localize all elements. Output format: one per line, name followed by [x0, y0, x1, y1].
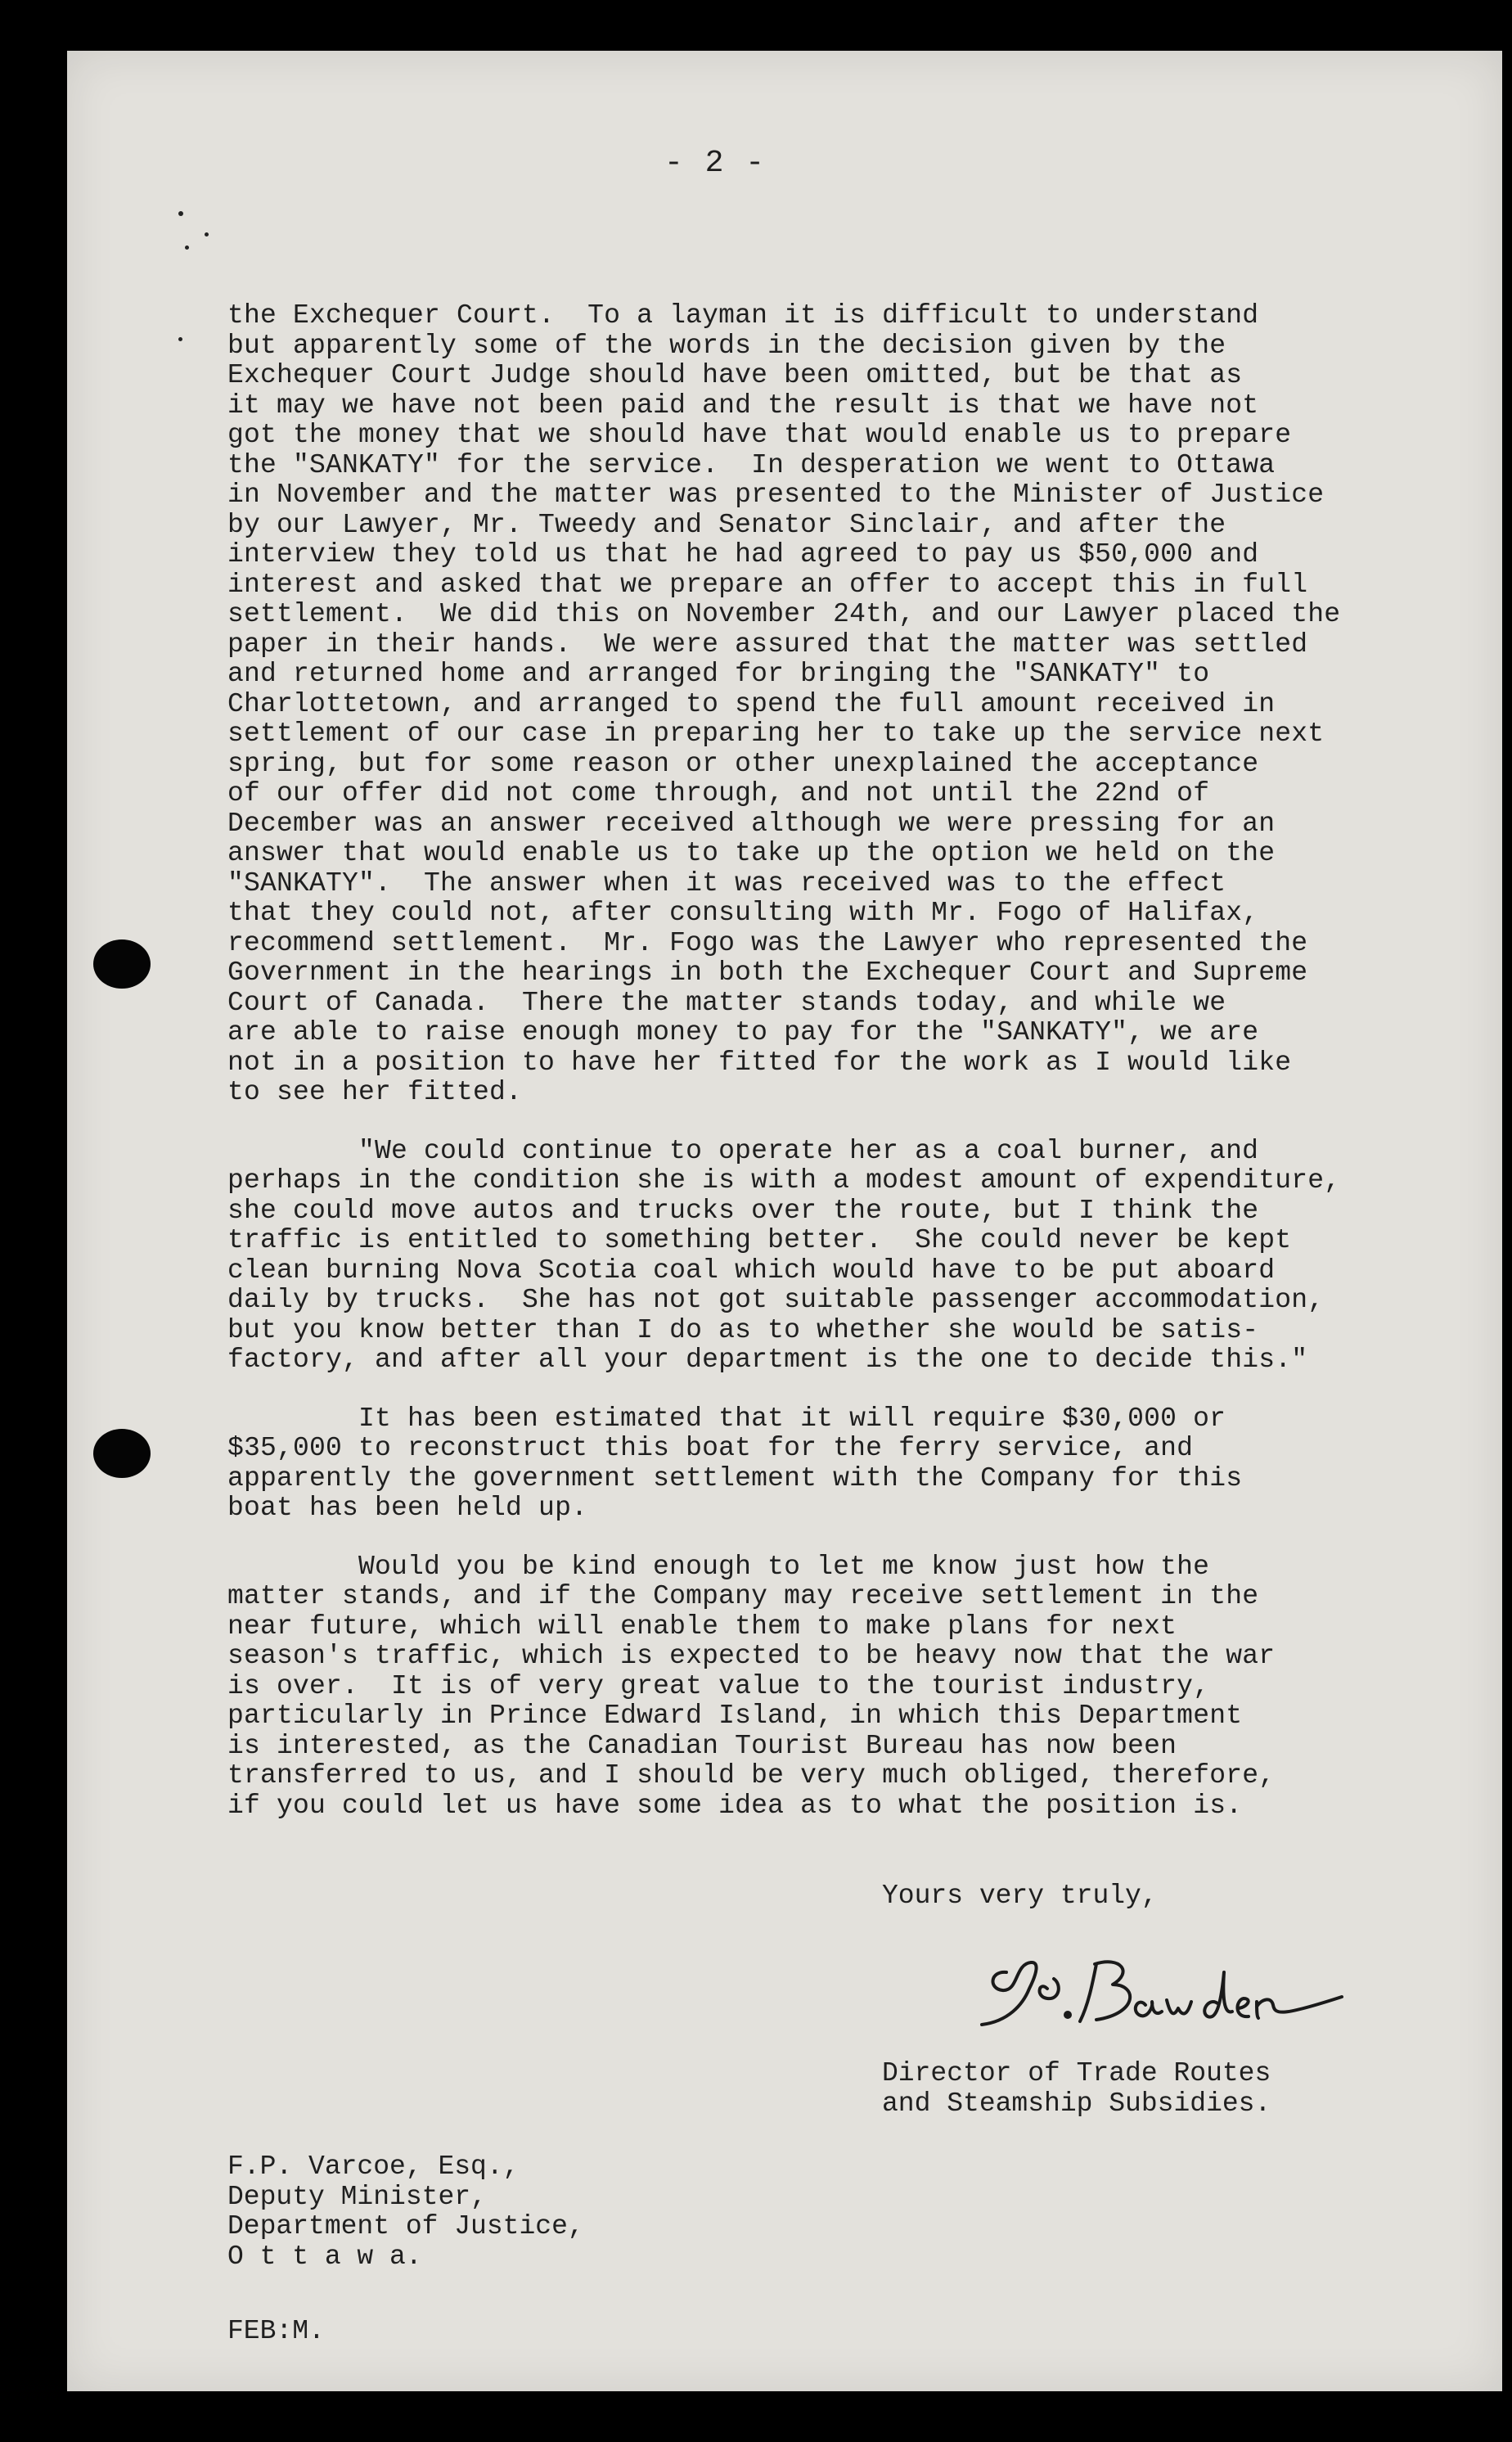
body-line: by our Lawyer, Mr. Tweedy and Senator Sinclair, and after the — [227, 509, 1226, 540]
body-line: if you could let us have some idea as to what the position is. — [227, 1790, 1243, 1821]
body-line: in November and the matter was presented to the Minister of Justice — [227, 480, 1325, 510]
body-line: daily by trucks. She has not got suitable passenger accommodation, — [227, 1285, 1325, 1315]
body-paragraph — [227, 1404, 1455, 1524]
reference-initials: FEB:M. — [227, 2316, 325, 2346]
body-line: it may we have not been paid and the result is that we have not — [227, 390, 1259, 421]
punch-hole — [93, 939, 151, 989]
punch-hole — [93, 1429, 151, 1478]
body-line: and returned home and arranged for bringing the "SANKATY" to — [227, 659, 1210, 689]
body-line: Would you be kind enough to let me know just how the — [358, 1551, 1210, 1582]
body-line: but you know better than I do as to whether she would be satis- — [227, 1314, 1259, 1345]
addressee-line: F.P. Varcoe, Esq., — [227, 2151, 520, 2182]
body-line: the "SANKATY" for the service. In desperation we went to Ottawa — [227, 449, 1276, 480]
body-line: answer that would enable us to take up the option we held on the — [227, 838, 1276, 868]
body-paragraph — [227, 1552, 1455, 1822]
body-line: particularly in Prince Edward Island, in which this Department — [227, 1701, 1243, 1731]
body-line: "SANKATY". The answer when it was received was to the effect — [227, 867, 1226, 899]
body-line: clean burning Nova Scotia coal which would have to be put aboard — [227, 1255, 1276, 1286]
body-line: Exchequer Court Judge should have been omitted, but be that as — [227, 360, 1243, 390]
body-line: that they could not, after consulting with Mr. Fogo of Halifax, — [227, 898, 1259, 928]
body-line: factory, and after all your department is the one to decide this." — [227, 1345, 1308, 1375]
body-line: settlement. We did this on November 24th, and our Lawyer placed the — [227, 599, 1341, 629]
addressee-line: Deputy Minister, — [227, 2181, 487, 2212]
body-line: matter stands, and if the Company may receive settlement in the — [227, 1581, 1259, 1611]
body-line: not in a position to have her fitted for the work as I would like — [227, 1047, 1292, 1078]
body-line: spring, but for some reason or other unexplained the acceptance — [227, 748, 1259, 779]
addressee-line: Department of Justice, — [227, 2211, 584, 2242]
body-line: interview they told us that he had agreed to pay us $50,000 and — [227, 539, 1259, 570]
body-line: she could move autos and trucks over the route, but I think the — [227, 1195, 1259, 1226]
body-line: It has been estimated that it will require $30,000 or — [358, 1403, 1226, 1434]
letter-body — [227, 301, 1455, 1850]
body-line: near future, which will enable them to make plans for next — [227, 1611, 1177, 1642]
body-line: settlement of our case in preparing her to take up the service next — [227, 719, 1325, 749]
body-line: the Exchequer Court. To a layman it is difficult to understand — [227, 300, 1259, 331]
body-line: season's traffic, which is expected to be heavy now that the war — [227, 1641, 1276, 1671]
body-line: is interested, as the Canadian Tourist Bureau has now been — [227, 1730, 1177, 1761]
body-line: December was an answer received although we were pressing for an — [227, 808, 1276, 839]
speck — [178, 211, 183, 216]
speck — [205, 232, 209, 237]
body-line: is over. It is of very great value to the tourist industry, — [227, 1670, 1210, 1701]
body-line: perhaps in the condition she is with a modest amount of expenditure, — [227, 1165, 1341, 1196]
body-line: interest and asked that we prepare an offer to accept this in full — [227, 569, 1308, 600]
body-line: Charlottetown, and arranged to spend the full amount received in — [227, 688, 1276, 719]
body-line: "We could continue to operate her as a coal burner, and — [358, 1135, 1259, 1166]
body-line: got the money that we should have that would enable us to prepare — [227, 420, 1292, 450]
body-paragraph — [227, 1137, 1455, 1376]
body-line: boat has been held up. — [227, 1493, 588, 1523]
body-line: Court of Canada. There the matter stands today, and while we — [227, 987, 1226, 1018]
addressee-block — [227, 2152, 584, 2272]
body-line: Government in the hearings in both the Exchequer Court and Supreme — [227, 957, 1308, 988]
closing: Yours very truly, — [882, 1881, 1158, 1911]
body-line: $35,000 to reconstruct this boat for the ferry service, and — [227, 1433, 1194, 1463]
signatory-title — [882, 2059, 1271, 2119]
signatory-title-line: and Steamship Subsidies. — [882, 2088, 1271, 2119]
signatory-title-line: Director of Trade Routes — [882, 2058, 1271, 2088]
body-line: apparently the government settlement with the Company for this — [227, 1462, 1243, 1494]
body-line: paper in their hands. We were assured that the matter was settled — [227, 629, 1308, 660]
body-line: but apparently some of the words in the decision given by the — [227, 330, 1226, 361]
body-line: traffic is entitled to something better. She could never be kept — [227, 1225, 1292, 1255]
page-number: - 2 - — [664, 146, 767, 181]
body-line: of our offer did not come through, and not until the 22nd of — [227, 778, 1210, 809]
speck — [185, 246, 189, 250]
body-line: to see her fitted. — [227, 1077, 523, 1107]
handwritten-signature — [957, 1940, 1366, 2038]
body-paragraph — [227, 301, 1455, 1108]
body-line: transferred to us, and I should be very much obliged, therefore, — [227, 1760, 1276, 1791]
addressee-line: O t t a w a. — [227, 2241, 422, 2272]
body-line: are able to raise enough money to pay for the "SANKATY", we are — [227, 1017, 1259, 1048]
speck — [178, 337, 182, 341]
body-line: recommend settlement. Mr. Fogo was the Lawyer who represented the — [227, 927, 1308, 958]
